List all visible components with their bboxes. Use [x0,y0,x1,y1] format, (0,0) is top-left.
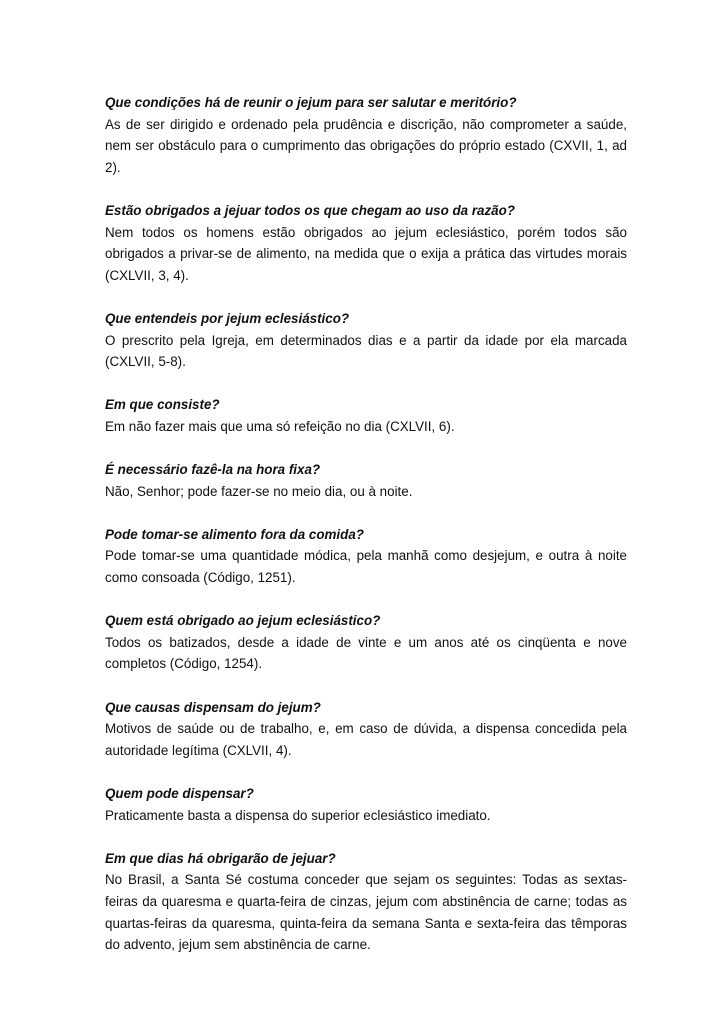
qa-block [105,848,627,956]
answer-text: Não, Senhor; pode fazer-se no meio dia, ou à noite. [105,483,413,499]
question-text: Quem pode dispensar? [105,786,254,801]
qa-block [105,783,627,826]
document-page [105,92,627,977]
question-text: Que entendeis por jejum eclesiástico? [105,310,350,326]
question-text: Estão obrigados a jejuar todos os que chegam ao uso da razão? [105,202,515,218]
answer-text: Nem todos os homens estão obrigados ao jejum eclesiástico, porém todos são obrigados a privar-se de alimento, na medida que o exija a prática das virtudes morais (CXLVII, 3, 4). [105,224,627,283]
qa-block [105,697,627,762]
question-text: Quem está obrigado ao jejum eclesiástico? [105,613,381,629]
answer-text: O prescrito pela Igreja, em determinados dias e a partir da idade por ela marcada (CXLVII, 5-8). [105,332,627,370]
question-text: Pode tomar-se alimento fora da comida? [105,526,364,542]
answer-text: No Brasil, a Santa Sé costuma conceder que sejam os seguintes: Todas as sextas-feiras da quaresma e quarta-feira de cinzas, jejum com abstinência de carne; todas as quartas-feiras da quaresma, quinta-feira da semana Santa e sexta-feira das têmporas do advento, jejum sem abstinência de carne. [105,872,627,953]
answer-text: Motivos de saúde ou de trabalho, e, em caso de dúvida, a dispensa concedida pela autoridade legítima (CXLVII, 4). [105,721,627,758]
qa-block [105,92,627,178]
qa-block [105,200,627,286]
qa-block [105,524,627,589]
question-text: Que condições há de reunir o jejum para ser salutar e meritório? [105,95,517,110]
question-text: Em que consiste? [105,397,220,413]
qa-block [105,308,627,373]
qa-block [105,394,627,437]
answer-text: Todos os batizados, desde a idade de vinte e um anos até os cinqüenta e nove completos (Código, 1254). [105,634,627,672]
answer-text: Pode tomar-se uma quantidade módica, pela manhã como desjejum, e outra à noite como consoada (Código, 1251). [105,548,627,586]
qa-block [105,459,627,502]
answer-text: Praticamente basta a dispensa do superior eclesiástico imediato. [105,807,491,823]
answer-text: Em não fazer mais que uma só refeição no dia (CXLVII, 6). [105,418,455,434]
question-text: Que causas dispensam do jejum? [105,699,321,715]
answer-text: As de ser dirigido e ordenado pela prudência e discrição, não comprometer a saúde, nem ser obstáculo para o cumprimento das obrigações do próprio estado (CXVII, 1, ad 2). [105,116,627,175]
question-text: É necessário fazê-la na hora fixa? [105,462,321,478]
question-text: Em que dias há obrigarão de jejuar? [105,850,336,866]
qa-block [105,610,627,675]
